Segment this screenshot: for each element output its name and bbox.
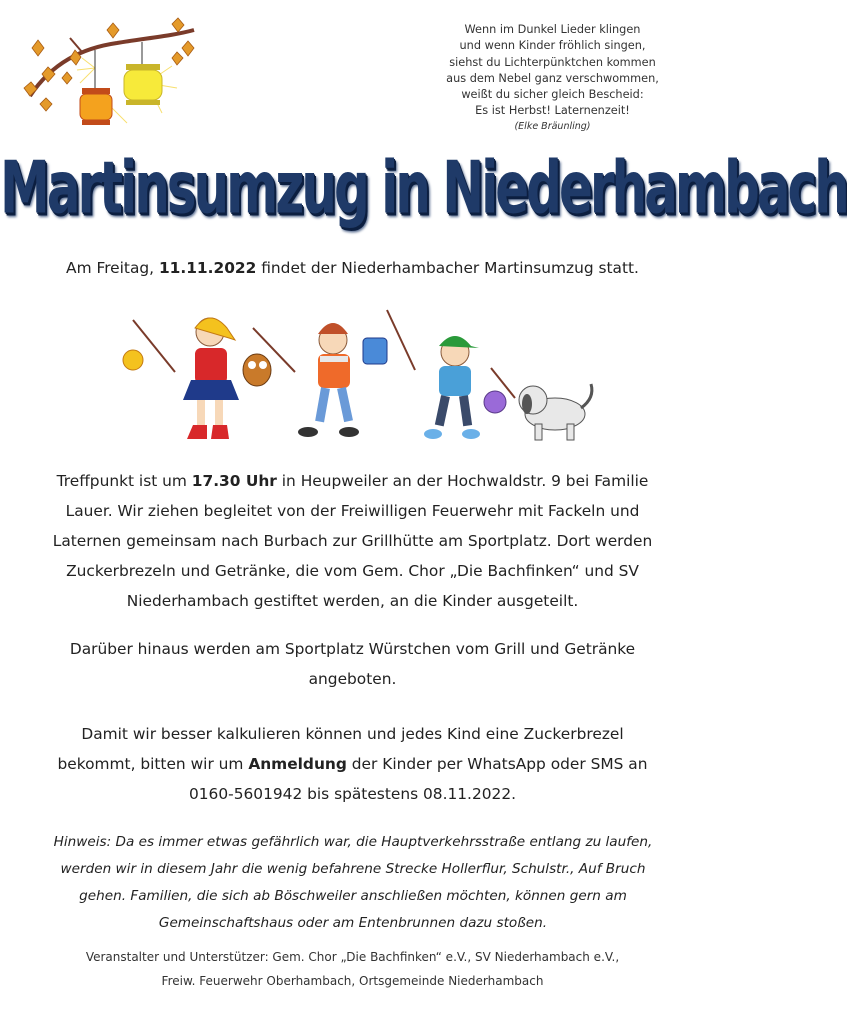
intro-text: Am Freitag, — [66, 259, 159, 277]
poem-line: Es ist Herbst! Laternenzeit! — [475, 104, 630, 118]
dog-icon — [519, 384, 592, 440]
cat-lantern-icon — [484, 368, 515, 413]
poem-line: und wenn Kinder fröhlich singen, — [459, 39, 646, 53]
route-note: Hinweis: Da es immer etwas gefährlich war, die Hauptverkehrsstraße entlang zu laufen, werden wir in diesem Jahr die wenig befahrene Strecke Hollerflur, Schulstr., Auf Bruch gehen. Familien, die sich ab Böschweiler anschließen möchten, können gern am Gemeinschaftshaus oder am Entenbrunnen dazu stoßen. — [53, 834, 653, 931]
boy-with-orange-jacket-icon — [298, 323, 359, 437]
meeting-paragraph — [40, 466, 665, 616]
event-date: 11.11.2022 — [158, 259, 257, 277]
organizers-line-2: Freiw. Feuerwehr Oberhambach, Ortsgemeinde Niederhambach — [161, 974, 544, 988]
meeting-text: Treffpunkt ist um — [56, 472, 192, 490]
yellow-lantern-icon — [124, 64, 162, 105]
signup-text-end: der Kinder per WhatsApp oder SMS an 0160-5601942 bis spätestens 08.11.2022. — [188, 755, 648, 803]
organizers-footer — [40, 945, 665, 993]
page-title: Martinsumzug in Niederhambach — [0, 146, 847, 231]
meeting-time: 17.30 Uhr — [191, 472, 277, 490]
meeting-text-end: in Heupweiler an der Hochwaldstr. 9 bei Familie Lauer. Wir ziehen begleitet von der Freiwilligen Feuerwehr mit Fackeln und Laternen gemeinsam nach Burbach zur Grillhütte am Sportplatz. Dort werden Zuckerbrezeln und Getränke, die vom Gem. Chor „Die Bachfinken“ und SV Niederhambach gestiftet werden, an die Kinder ausgeteilt. — [52, 472, 653, 610]
branch-icon — [30, 30, 194, 96]
orange-lantern-icon — [80, 88, 112, 125]
intro-text-end: findet der Niederhambacher Martinsumzug statt. — [256, 259, 639, 277]
blue-lantern-icon — [363, 310, 415, 370]
girl-with-sun-lantern-icon — [123, 318, 239, 439]
intro-paragraph — [40, 253, 665, 283]
poem — [420, 22, 685, 133]
food-paragraph: Darüber hinaus werden am Sportplatz Würstchen vom Grill und Getränke angeboten. — [69, 640, 636, 688]
signup-text: Damit wir besser kalkulieren können und jedes Kind eine Zuckerbrezel bekommt, bitten wir um — [57, 725, 624, 773]
boy-with-green-cap-icon — [424, 336, 480, 439]
owl-lantern-icon — [243, 328, 295, 386]
poem-line: siehst du Lichterpünktchen kommen — [449, 55, 656, 69]
children-lanterns-illustration — [115, 310, 595, 450]
signup-paragraph — [40, 719, 665, 809]
poem-line: Wenn im Dunkel Lieder klingen — [464, 23, 641, 36]
poem-line: weißt du sicher gleich Bescheid: — [461, 88, 644, 102]
poem-line: aus dem Nebel ganz verschwommen, — [446, 71, 659, 85]
poem-author: (Elke Bräunling) — [514, 120, 591, 132]
lantern-branch-illustration — [22, 18, 202, 128]
organizers-line-1: Veranstalter und Unterstützer: Gem. Chor „Die Bachfinken“ e.V., SV Niederhambach e.V., — [85, 950, 620, 964]
signup-keyword: Anmeldung — [248, 755, 347, 773]
